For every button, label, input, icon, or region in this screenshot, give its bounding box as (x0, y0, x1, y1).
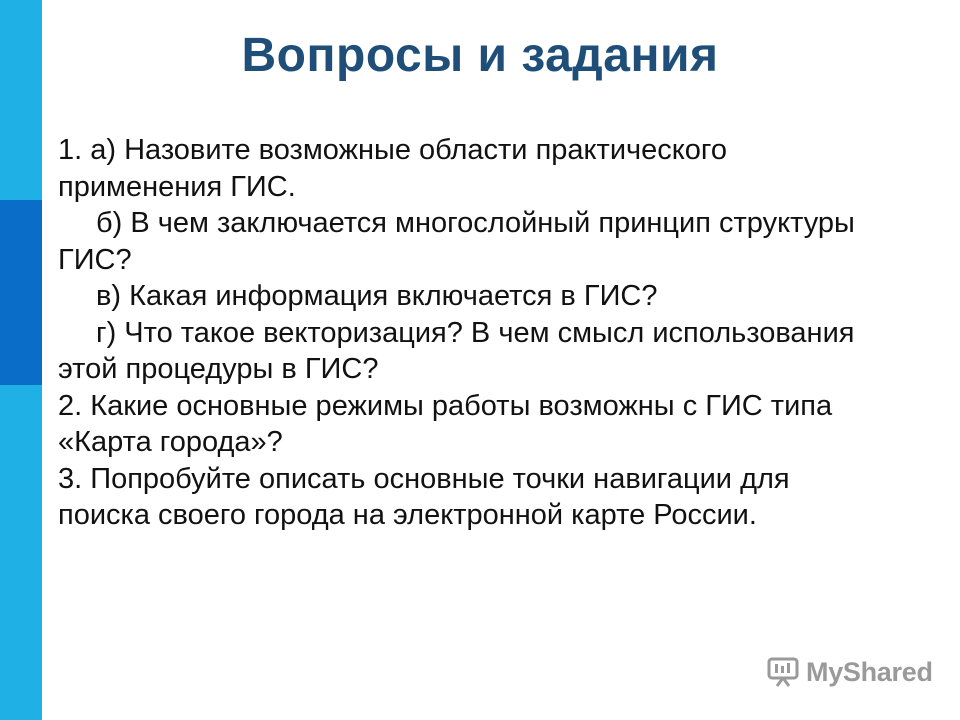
slide-title: Вопросы и задания (241, 29, 719, 82)
question-1b-line-2: ГИС? (58, 243, 132, 276)
question-2-line-1: 2. Какие основные режимы работы возможны с ГИС типа (58, 389, 833, 422)
presentation-board-icon (766, 655, 800, 689)
question-2-line-2: «Карта города»? (58, 426, 283, 458)
question-3-line-2: поиска своего города на электронной карте России. (58, 499, 757, 531)
question-1a-line-2: применения ГИС. (58, 170, 296, 203)
question-1b-line-1: б) В чем заключается многослойный принцип структуры (96, 207, 855, 239)
question-3-line-1: 3. Попробуйте описать основные точки навигации для (58, 462, 790, 495)
myshared-watermark (766, 652, 933, 692)
question-1a-line-1: 1. а) Назовите возможные области практического (58, 134, 727, 166)
questions-list (58, 132, 948, 534)
question-1g-line-1: г) Что такое векторизация? В чем смысл использования (96, 316, 855, 349)
watermark-label: MyShared (806, 656, 933, 687)
question-1g-line-2: этой процедуры в ГИС? (58, 353, 379, 385)
left-accent-bar-highlight (0, 200, 42, 385)
question-1v: в) Какая информация включается в ГИС? (96, 280, 658, 312)
